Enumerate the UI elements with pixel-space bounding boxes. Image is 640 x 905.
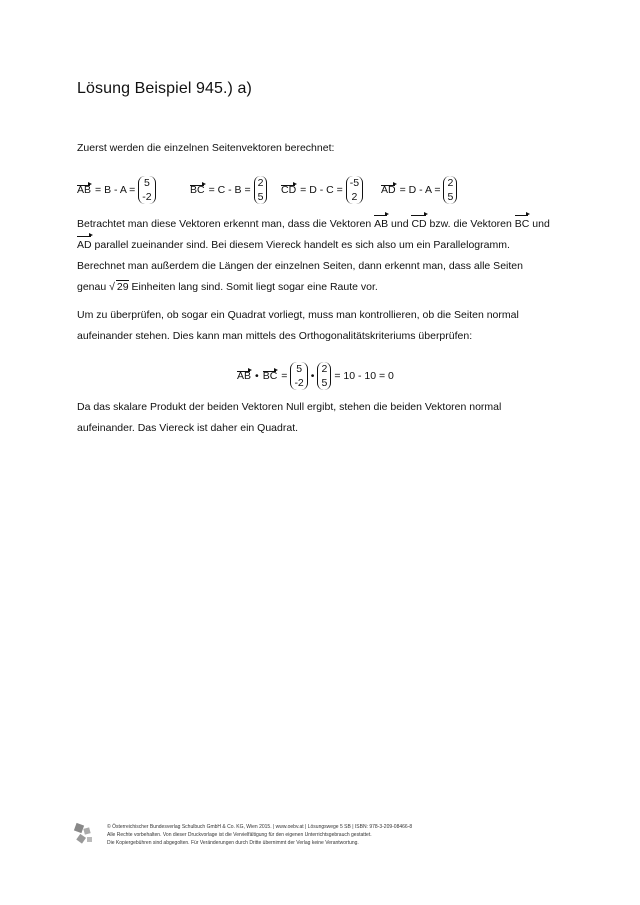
dot-product-equation: [237, 362, 394, 390]
footer-copyright: [107, 823, 527, 847]
vector-label: BC: [262, 370, 278, 382]
dot-operator: •: [255, 370, 259, 382]
text-span: parallel zueinander sind. Bei diesem Viereck handelt es sich also um ein Parallelogramm.: [91, 239, 510, 251]
text-span: Betrachtet man diese Vektoren erkennt man, dass die Vektoren: [77, 218, 375, 230]
equals-sign: =: [281, 370, 288, 382]
text-span: bzw. die Vektoren: [426, 218, 515, 230]
text-span: und: [529, 218, 550, 230]
vector-label: AB: [77, 184, 92, 196]
footer-line: © Österreichischer Bundesverlag Schulbuch GmbH & Co. KG, Wien 2015. | www.oebv.at | Lösungswege 5 SB | ISBN: 978-3-209-08466-8: [107, 824, 413, 830]
vector-top: 2: [447, 177, 454, 189]
text-span: genau: [77, 281, 110, 293]
column-vector: [317, 362, 331, 390]
column-vector: [138, 176, 155, 204]
vector-formula: = D - A =: [399, 184, 441, 196]
text-span: Einheiten lang sind. Somit liegt sogar eine Raute vor.: [128, 281, 378, 293]
vector-label: AB: [237, 370, 252, 382]
vector-formula: = D - C =: [300, 184, 343, 196]
vector-label: AD: [381, 184, 396, 196]
vector-formula: = C - B =: [208, 184, 251, 196]
column-vector: [443, 176, 457, 204]
page-title: Lösung Beispiel 945.) a): [77, 80, 252, 97]
vector-cd-equation: [281, 176, 366, 204]
dot-product-result: = 10 - 10 = 0: [334, 370, 394, 382]
vector-bottom: 2: [351, 191, 358, 203]
column-vector: [346, 176, 363, 204]
paragraph-check: Um zu überprüfen, ob sogar ein Quadrat vorliegt, muss man kontrollieren, ob die Seiten normal aufeinander stehen. Dies kann man mittels des Orthogonalitätskriteriums überprüfen:: [77, 309, 519, 342]
text-span: Berechnet man außerdem die Längen der einzelnen Seiten, dann erkennt man, dass alle Seiten: [77, 260, 523, 272]
intro-text: Zuerst werden die einzelnen Seitenvektoren berechnet:: [77, 142, 335, 154]
column-vector: [254, 176, 268, 204]
vector-bottom: 5: [257, 191, 264, 203]
vector-label: BC: [190, 184, 205, 196]
vector-top: 5: [296, 363, 303, 375]
footer-line: Alle Rechte vorbehalten. Von dieser Druckvorlage ist die Vervielfältigung für den eigenen Unterrichtsgebrauch gestattet.: [107, 832, 372, 838]
vector-bottom: 5: [447, 191, 454, 203]
publisher-logo-icon: [73, 822, 97, 846]
paragraph-conclusion: Da das skalare Produkt der beiden Vektoren Null ergibt, stehen die beiden Vektoren normal aufeinander. Das Viereck ist daher ein Quadrat.: [77, 401, 502, 434]
vector-label: CD: [281, 184, 297, 196]
vector-top: -5: [349, 177, 360, 189]
vector-top: 2: [321, 363, 328, 375]
vector-bottom: -2: [142, 191, 152, 203]
text-span: und: [388, 218, 412, 230]
vector-bc-equation: [190, 176, 270, 204]
vector-label: CD: [411, 214, 426, 235]
footer-line: Die Kopiergebühren sind abgegolten. Für Veränderungen durch Dritte übernimmt der Verlag keine Verantwortung.: [107, 840, 359, 846]
vector-bottom: -2: [294, 377, 304, 389]
vector-ab-equation: [77, 176, 159, 204]
dot-operator: •: [310, 370, 315, 382]
vector-label: AB: [374, 214, 388, 235]
vector-ad-equation: [381, 176, 460, 204]
column-vector: [290, 362, 307, 390]
sqrt-sign: √: [109, 281, 115, 293]
vector-top: 2: [257, 177, 264, 189]
sqrt-value: 29: [116, 281, 129, 293]
vector-label: AD: [77, 235, 92, 256]
paragraph-parallel: [77, 214, 577, 298]
vector-label: BC: [515, 214, 530, 235]
vector-formula: = B - A =: [95, 184, 136, 196]
vector-bottom: 5: [321, 377, 328, 389]
vector-top: 5: [144, 177, 150, 189]
